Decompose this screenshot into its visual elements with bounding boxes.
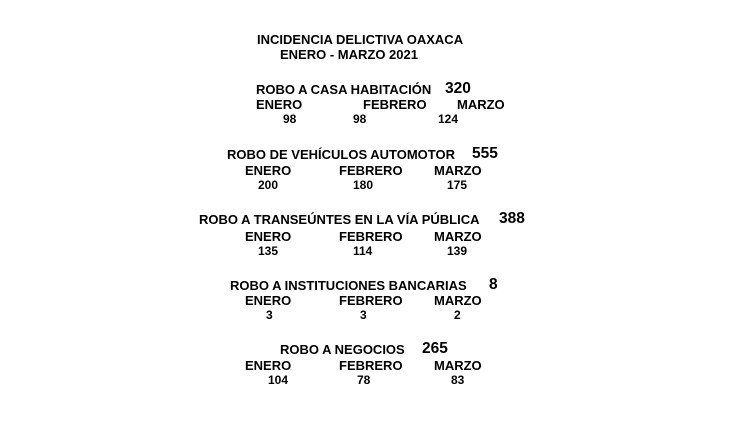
- month-value-marzo: 139: [447, 244, 468, 258]
- month-value-enero: 104: [268, 373, 289, 387]
- crime-title: ROBO A TRANSEÚNTES EN LA VÍA PÚBLICA: [199, 212, 480, 227]
- month-value-enero: 200: [258, 178, 279, 192]
- month-value-marzo: 124: [438, 112, 459, 126]
- month-label-enero: ENERO: [256, 97, 303, 112]
- crime-total: 265: [422, 340, 448, 357]
- month-label-febrero: FEBRERO: [363, 97, 427, 112]
- month-label-marzo: MARZO: [434, 293, 482, 308]
- month-label-febrero: FEBRERO: [339, 293, 403, 308]
- month-value-marzo: 83: [451, 373, 465, 387]
- crime-title: ROBO A NEGOCIOS: [280, 342, 405, 357]
- month-label-enero: ENERO: [245, 293, 292, 308]
- month-label-enero: ENERO: [245, 229, 292, 244]
- crime-title: ROBO A CASA HABITACIÓN: [256, 82, 432, 97]
- crime-total: 8: [489, 276, 498, 293]
- month-label-enero: ENERO: [245, 358, 292, 373]
- month-value-enero: 98: [283, 112, 297, 126]
- month-value-enero: 135: [258, 244, 279, 258]
- month-value-marzo: 175: [447, 178, 468, 192]
- month-label-marzo: MARZO: [457, 97, 505, 112]
- month-value-febrero: 78: [357, 373, 371, 387]
- crime-total: 320: [445, 80, 471, 97]
- crime-title: ROBO DE VEHÍCULOS AUTOMOTOR: [227, 147, 455, 162]
- month-value-febrero: 114: [353, 244, 373, 258]
- month-label-marzo: MARZO: [434, 229, 482, 244]
- month-label-marzo: MARZO: [434, 163, 482, 178]
- month-label-febrero: FEBRERO: [339, 163, 403, 178]
- month-label-febrero: FEBRERO: [339, 229, 403, 244]
- month-label-marzo: MARZO: [434, 358, 482, 373]
- crime-total: 388: [499, 210, 525, 227]
- month-value-febrero: 180: [353, 178, 374, 192]
- month-label-febrero: FEBRERO: [339, 358, 403, 373]
- month-label-enero: ENERO: [245, 163, 292, 178]
- month-value-febrero: 98: [353, 112, 367, 126]
- crime-title: ROBO A INSTITUCIONES BANCARIAS: [230, 278, 467, 293]
- month-value-marzo: 2: [454, 308, 461, 322]
- month-value-febrero: 3: [360, 308, 367, 322]
- month-value-enero: 3: [266, 308, 273, 322]
- document-period: ENERO - MARZO 2021: [280, 47, 418, 62]
- crime-total: 555: [472, 145, 498, 162]
- document-title: INCIDENCIA DELICTIVA OAXACA: [257, 32, 464, 47]
